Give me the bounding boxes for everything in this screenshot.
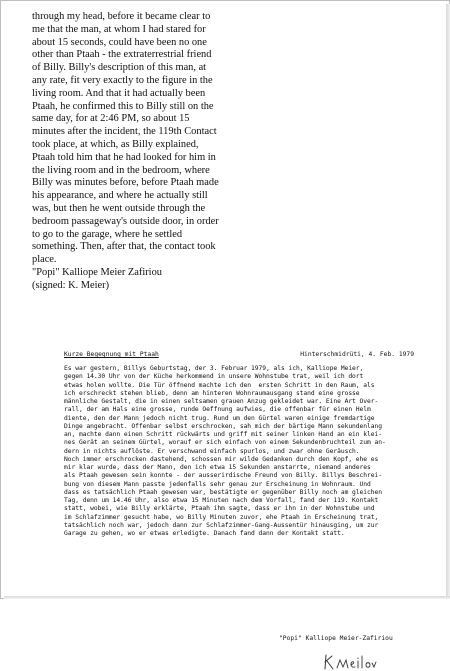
letter-body: Es war gestern, Billys Geburtstag, der 3. Februar 1979, als ich, Kalliope Meier, gegen 14.30 Uhr von der Küche herkommend in unsere Wohnstube trat, weil ich dort etwas holen wollte. Die Tür öffnend machte ich den ersten Schritt in den Raum, als ich erschreckt stehen blieb, denn am hinteren Wohnraumausgang stand eine grosse männliche Gestalt, die in einen seltsamen grauen Anzug gekleidet war. Eine Art Over- rall, der am Hals eine grosse, runde Oeffnung aufwies, die offenbar für einen Helm diente, den der Mann jedoch nicht trug. Rund um den Gürtel waren einige fremdartige Dinge angebracht. Offenbar selbst erschrocken, sah mich der bärtige Mann sekundenlang an, machte dann einen Schritt rückwärts und griff mit seiner linken Hand an ein klei- nes Gerät an seinem Gürtel, worauf er sich einfach von einem Sekundenbruchteil zum an- dern in nichts auflöste. Er verschwand einfach spurlos, und zwar ohne Geräusch. Noch immer erschrocken dastehend, schossen mir wilde Gedanken durch den Kopf, ehe es mir klar wurde, dass der Mann, den ich etwa 15 Sekunden anstarrte, niemand anderes als Ptaah gewesen sein konnte - der ausserirdische Freund von Billy. Billys Beschrei- bung von diesem Mann passte jedenfalls sehr genau zur Erscheinung in Wohnraum. Und dass es tatsächlich Ptaah gewesen war, bestätigte er gegenüber Billy noch am gleichen Tag, denn um 14.46 Uhr, also etwa 15 Minuten nach dem Vorfall, fand der 119. Kontakt statt, wobei, wie Billy erklärte, Ptaah ihm sagte, dass er ihn in der Wohnstube und im Schlafzimmer gesucht habe, wo Billy Minuten zuvor, ehe Ptaah in Erscheinung trat, tatsächlich noch war, jedoch dann zur Schlafzimmer-Gang-Aussentür hinausging, um zur Garage zu gehen, wo er etwas erledigte. Danach fand dann der Kontakt statt. — [64, 365, 386, 537]
letter-header — [64, 351, 414, 365]
english-paragraph: through my head, before it became clear to me that the man, at whom I had stared for about 15 seconds, could have been no one other than Ptaah - the extraterrestrial friend of Billy. Billy's description of this man, at any rate, fit very exactly to the figure in the living room. And that it had actually been Ptaah, he confirmed this to Billy still on the same day, for at 2:46 PM, so about 15 minutes after the incident, the 119th Contact took place, at which, as Billy explained, Ptaah told him that he had looked for him in the living room and in the bedroom, where Billy was minutes before, before Ptaah made his appearance, and where he actually still was, but then he went outside through the bedroom passageway's outside door, in order to go to the garage, where he settled something. Then, after that, the contact took place. — [32, 11, 219, 266]
english-signed-line: (signed: K. Meier) — [32, 279, 110, 291]
english-signature-line: "Popi" Kalliope Meier Zafiriou — [32, 266, 162, 278]
handwritten-signature — [322, 653, 382, 671]
letter-place-date: Hinterschmidrüti, 4. Feb. 1979 — [300, 351, 414, 358]
german-original-letter — [64, 351, 414, 642]
english-translation — [32, 11, 247, 293]
letter-title: Kurze Begegnung mit Ptaah — [64, 351, 159, 358]
letter-signature-line: "Popi" Kalliope Meier-Zafiriou — [279, 635, 393, 642]
page-shadow-right — [446, 4, 450, 599]
